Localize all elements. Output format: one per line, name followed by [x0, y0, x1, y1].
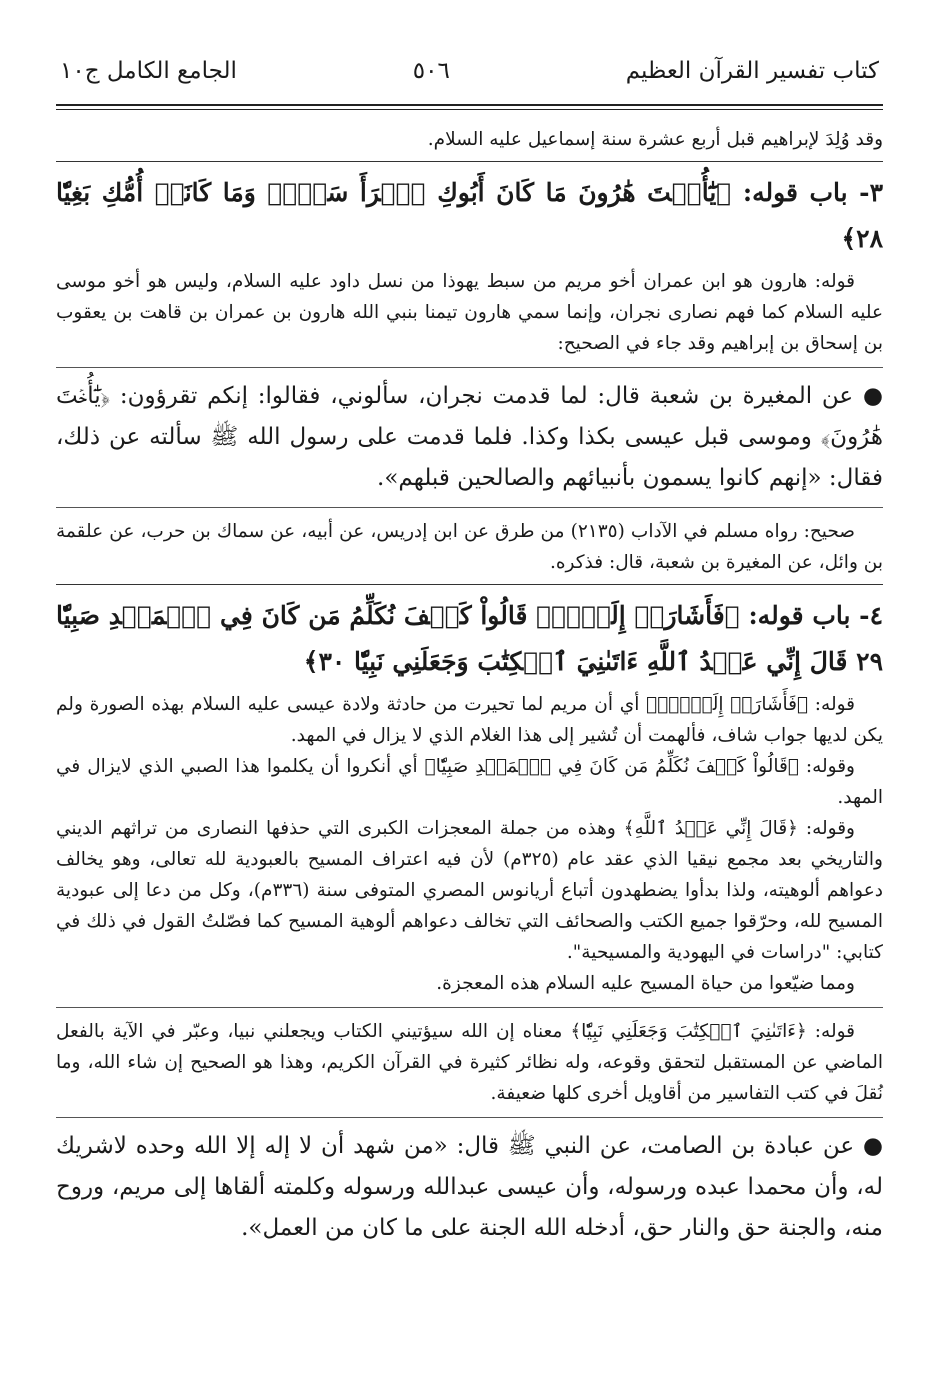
commentary-paragraph: قوله: ﴿فَأَشَارَتۡ إِلَيۡهِۖ﴾ أي أن مريم لما تحيرت من حادثة ولادة عيسى عليه السلام بهذه الصورة ولم يكن لديها جواب شاف، فألهمت أن تُشير إلى هذا الغلام الذي لا يزال في المهد. [56, 694, 883, 746]
paragraph-separator [56, 1007, 883, 1008]
chapter-heading: ٣- باب قوله: ﴿يَٰٓأُخۡتَ هَٰرُونَ مَا كَانَ أَبُوكِ ٱمۡرَأَ سَوۡءٖ وَمَا كَانَتۡ أُمُّكِ بَغِيّٗا ٢٨﴾ [56, 178, 883, 253]
paragraph-separator [56, 507, 883, 508]
running-header [56, 58, 883, 98]
header-rule-thin [56, 109, 883, 110]
hadith-paragraph: ● عن عبادة بن الصامت، عن النبي ﷺ قال: «من شهد أن لا إله إلا الله وحده لاشريك له، وأن محمدا عبده ورسوله، وأن عيسى عبدالله ورسوله وكلمته ألقاها إلى مريم، وروح منه، والجنة حق والنار حق، أدخله الله الجنة على ما كان من العمل». [56, 1133, 883, 1241]
page-content [56, 124, 883, 1249]
volume-title: الجامع الكامل ج١٠ [60, 58, 237, 84]
commentary-paragraph: ومما ضيّعوا من حياة المسيح عليه السلام هذه المعجزة. [436, 973, 855, 994]
commentary-paragraph: وقوله: ﴿قَالُواْ كَيۡفَ نُكَلِّمُ مَن كَانَ فِي ٱلۡمَهۡدِ صَبِيّٗا﴾ أي أنكروا أن يكلموا هذا الصبي الذي لايزال في المهد. [56, 756, 883, 808]
paragraph-separator [56, 367, 883, 368]
commentary-paragraph: وقد وُلِدَ لإبراهيم قبل أربع عشرة سنة إسماعيل عليه السلام. [427, 129, 883, 150]
paragraph-separator [56, 1117, 883, 1118]
chapter-heading: ٤- باب قوله: ﴿فَأَشَارَتۡ إِلَيۡهِۖ قَالُواْ كَيۡفَ نُكَلِّمُ مَن كَانَ فِي ٱلۡمَهۡدِ صَبِيّٗا ٢٩ قَالَ إِنِّي عَبۡدُ ٱللَّهِ ءَاتَىٰنِيَ ٱلۡكِتَٰبَ وَجَعَلَنِي نَبِيّٗا ٣٠﴾ [56, 601, 883, 676]
commentary-paragraph: قوله: ﴿ءَاتَىٰنِيَ ٱلۡكِتَٰبَ وَجَعَلَنِي نَبِيّٗا﴾ معناه إن الله سيؤتيني الكتاب ويجعلني نبيا، وعبّر في الآية بالفعل الماضي عن المستقبل لتحقق وقوعه، وله نظائر كثيرة في القرآن الكريم، وهذا هو الصحيح إن شاء الله، وما نُقلَ في كتب التفاسير من أقاويل أخرى كلها ضعيفة. [56, 1021, 883, 1104]
page-number: ٥٠٦ [412, 58, 450, 84]
commentary-paragraph: وقوله: ﴿قَالَ إِنِّي عَبۡدُ ٱللَّهِ﴾ وهذه من جملة المعجزات الكبرى التي حذفها النصارى من تراثهم الديني والتاريخي بعد مجمع نيقيا الذي عقد عام (٣٢٥م) لأن فيه اعتراف المسيح بالعبودية لله تعالى، وهو يخالف دعواهم ألوهيته، ولذا بدأوا يضطهدون أتباع أريانوس المصري المتوفى سنة (٣٣٦م)، وكل من دعا إلى عبودية المسيح لله، وحرّقوا جميع الكتب والصحائف التي تخالف دعواهم ألوهية المسيح كما فصّلتُ القول في ذلك في كتابي: "دراسات في اليهودية والمسيحية". [56, 818, 883, 963]
commentary-paragraph: قوله: هارون هو ابن عمران أخو مريم من سبط يهوذا من نسل داود عليه السلام، وليس هو أخو موسى عليه السلام كما فهم نصارى نجران، وإنما سمي هارون تيمنا بنبي الله هارون بن عمران بن قاهت بن يعقوب بن إسحاق بن إبراهيم وقد جاء في الصحيح: [56, 271, 883, 354]
header-rule [56, 104, 883, 106]
chapter-separator [56, 584, 883, 585]
chapter-separator [56, 161, 883, 162]
commentary-paragraph: صحيح: رواه مسلم في الآداب (٢١٣٥) من طرق عن ابن إدريس، عن أبيه، عن سماك بن حرب، عن علقمة بن وائل، عن المغيرة بن شعبة، قال: فذكره. [56, 521, 883, 573]
hadith-paragraph: ● عن المغيرة بن شعبة قال: لما قدمت نجران، سألوني، فقالوا: إنكم تقرؤون: ﴿يَٰٓأُخۡتَ هَٰرُونَ﴾ وموسى قبل عيسى بكذا وكذا. فلما قدمت على رسول الله ﷺ سألته عن ذلك، فقال: «إنهم كانوا يسمون بأنبيائهم والصالحين قبلهم». [56, 383, 883, 491]
book-title: كتاب تفسير القرآن العظيم [625, 58, 879, 84]
